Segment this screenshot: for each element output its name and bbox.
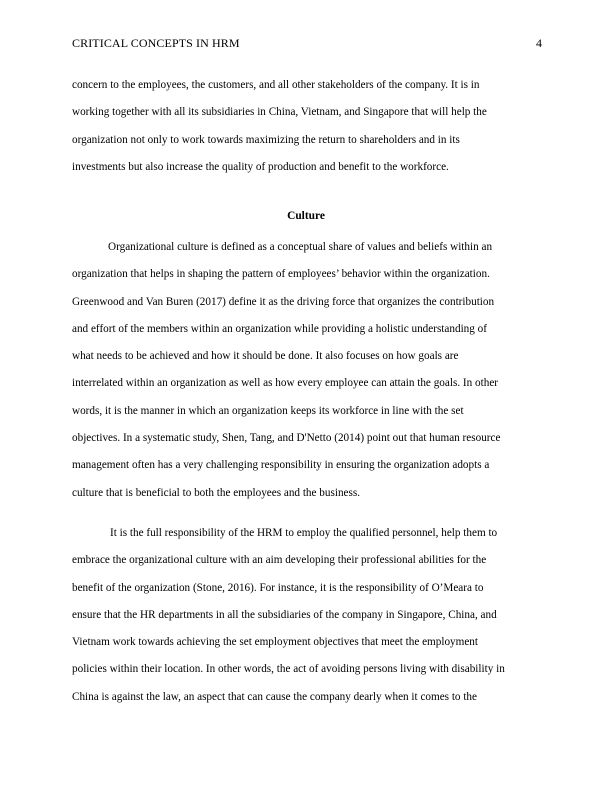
text-line: and effort of the members within an organization while providing a holistic understanding of xyxy=(72,322,487,335)
text-line: Greenwood and Van Buren (2017) define it as the driving force that organizes the contribution xyxy=(72,295,495,308)
text-line: ensure that the HR departments in all the subsidiaries of the company in Singapore, China, and xyxy=(72,608,497,621)
text-line: working together with all its subsidiaries in China, Vietnam, and Singapore that will help the xyxy=(72,106,487,119)
text-line: Vietnam work towards achieving the set employment objectives that meet the employment xyxy=(72,636,479,649)
text-line: words, it is the manner in which an organization keeps its workforce in line with the set xyxy=(72,404,464,417)
text-line: Organizational culture is defined as a conceptual share of values and beliefs within an xyxy=(108,241,493,253)
text-line: policies within their location. In other words, the act of avoiding persons living with disability in xyxy=(72,663,505,676)
text-line: concern to the employees, the customers, and all other stakeholders of the company. It is in xyxy=(72,79,480,91)
text-line: organization that helps in shaping the pattern of employees’ behavior within the organization. xyxy=(72,268,490,281)
text-line: management often has a very challenging responsibility in ensuring the organization adopts a xyxy=(72,459,490,472)
running-head: CRITICAL CONCEPTS IN HRM xyxy=(72,36,240,50)
paragraph-hrm-responsibility xyxy=(72,520,542,711)
paragraph-continuation xyxy=(72,72,542,181)
text-line: organization not only to work towards maximizing the return to shareholders and in its xyxy=(72,133,460,146)
text-line: embrace the organizational culture with an aim developing their professional abilities for the xyxy=(72,554,487,567)
page-number: 4 xyxy=(536,36,542,50)
text-line: benefit of the organization (Stone, 2016). For instance, it is the responsibility of O’Meara to xyxy=(72,581,484,594)
paragraph-culture-definition xyxy=(72,234,542,507)
text-line: what needs to be achieved and how it should be done. It also focuses on how goals are xyxy=(72,350,459,363)
text-line: It is the full responsibility of the HRM to employ the qualified personnel, help them to xyxy=(110,527,498,539)
text-line: China is against the law, an aspect that can cause the company dearly when it comes to the xyxy=(72,690,477,703)
text-line: culture that is beneficial to both the employees and the business. xyxy=(72,486,361,499)
text-line: investments but also increase the quality of production and benefit to the workforce. xyxy=(72,160,449,173)
section-heading-culture: Culture xyxy=(287,210,325,222)
text-line: interrelated within an organization as well as how every employee can attain the goals. In other xyxy=(72,377,499,390)
text-line: objectives. In a systematic study, Shen, Tang, and D'Netto (2014) point out that human resource xyxy=(72,432,501,445)
